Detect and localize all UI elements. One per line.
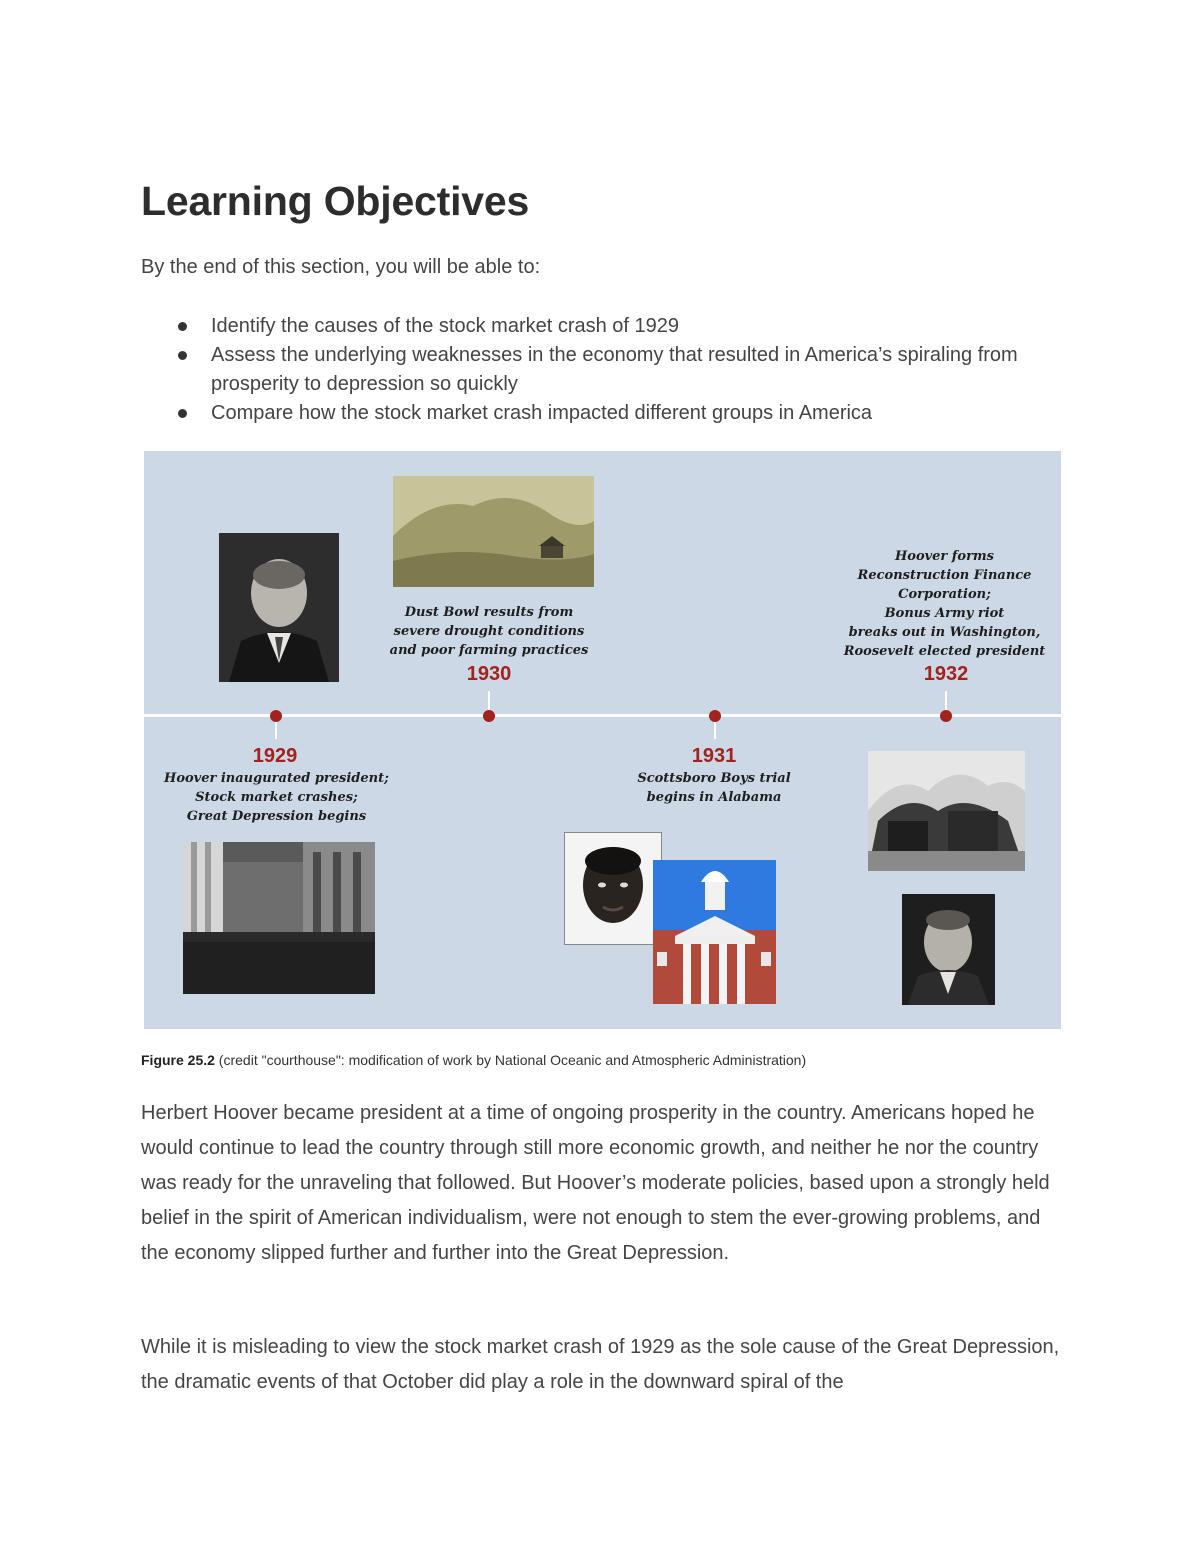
event-line: Great Depression begins bbox=[186, 809, 367, 824]
year-label-1929: 1929 bbox=[252, 745, 298, 767]
list-item bbox=[141, 312, 1061, 341]
figure-caption bbox=[141, 1052, 806, 1068]
year-label-1932: 1932 bbox=[923, 663, 969, 685]
event-line: breaks out in Washington, bbox=[848, 625, 1041, 640]
page-title: Learning Objectives bbox=[141, 178, 530, 224]
figure-label: Figure 25.2 bbox=[141, 1052, 215, 1068]
event-text-1930 bbox=[369, 603, 609, 660]
list-item bbox=[141, 341, 1061, 399]
body-paragraph: Herbert Hoover became president at a time of ongoing prosperity in the country. Americans hoped he would continue to lead the country through still more economic growth, and neither he nor the country was ready for the unraveling that followed. But Hoover’s moderate policies, based upon a strongly held belief in the spirit of American individualism, were not enough to stem the ever-growing problems, and the economy slipped further and further into the Great Depression. bbox=[141, 1102, 1050, 1264]
timeline-marker-1932 bbox=[940, 710, 952, 722]
event-line: Bonus Army riot bbox=[884, 606, 1005, 621]
objectives-list bbox=[141, 312, 1061, 428]
body-paragraph: While it is misleading to view the stock market crash of 1929 as the sole cause of the Great Depression, the dramatic events of that October did play a role in the downward spiral of the bbox=[141, 1336, 1060, 1393]
event-line: begins in Alabama bbox=[646, 790, 782, 805]
event-line: Reconstruction Finance bbox=[857, 568, 1032, 583]
scottsboro-portrait-photo bbox=[564, 832, 662, 945]
timeline-marker-1930 bbox=[483, 710, 495, 722]
bullet-icon bbox=[178, 351, 187, 360]
event-line: Hoover inaugurated president; bbox=[164, 771, 389, 786]
hoover-portrait-photo bbox=[219, 533, 339, 682]
event-line: Dust Bowl results from bbox=[404, 605, 574, 620]
event-text-1929 bbox=[154, 769, 399, 826]
list-item bbox=[141, 399, 1061, 428]
bullet-icon bbox=[178, 322, 187, 331]
roosevelt-portrait-photo bbox=[902, 894, 995, 1005]
bonus-army-riot-photo bbox=[868, 751, 1025, 871]
year-label-1930: 1930 bbox=[466, 663, 512, 685]
dust-bowl-photo bbox=[393, 476, 594, 587]
event-text-1931 bbox=[604, 769, 824, 807]
event-line: severe drought conditions bbox=[393, 624, 585, 639]
year-label-1931: 1931 bbox=[691, 745, 737, 767]
wall-street-crowd-photo bbox=[183, 842, 375, 994]
event-line: and poor farming practices bbox=[389, 643, 589, 658]
figure-credit: (credit "courthouse": modification of work by National Oceanic and Atmospheric Administration) bbox=[214, 1052, 807, 1068]
bullet-icon bbox=[178, 409, 187, 418]
timeline-figure bbox=[144, 451, 1061, 1029]
objective-text: Identify the causes of the stock market crash of 1929 bbox=[211, 315, 680, 337]
event-line: Hoover forms bbox=[894, 549, 994, 564]
objective-text: Compare how the stock market crash impacted different groups in America bbox=[211, 402, 873, 424]
event-text-1932 bbox=[822, 547, 1061, 661]
courthouse-photo bbox=[653, 860, 776, 1004]
event-line: Roosevelt elected president bbox=[843, 644, 1046, 659]
event-line: Stock market crashes; bbox=[195, 790, 358, 805]
timeline-marker-1929 bbox=[270, 710, 282, 722]
timeline-marker-1931 bbox=[709, 710, 721, 722]
event-line: Scottsboro Boys trial bbox=[637, 771, 791, 786]
event-line: Corporation; bbox=[898, 587, 991, 602]
intro-text: By the end of this section, you will be able to: bbox=[141, 256, 541, 278]
objective-text: Assess the underlying weaknesses in the economy that resulted in America’s spiraling from prosperity to depression so quickly bbox=[211, 344, 1018, 395]
